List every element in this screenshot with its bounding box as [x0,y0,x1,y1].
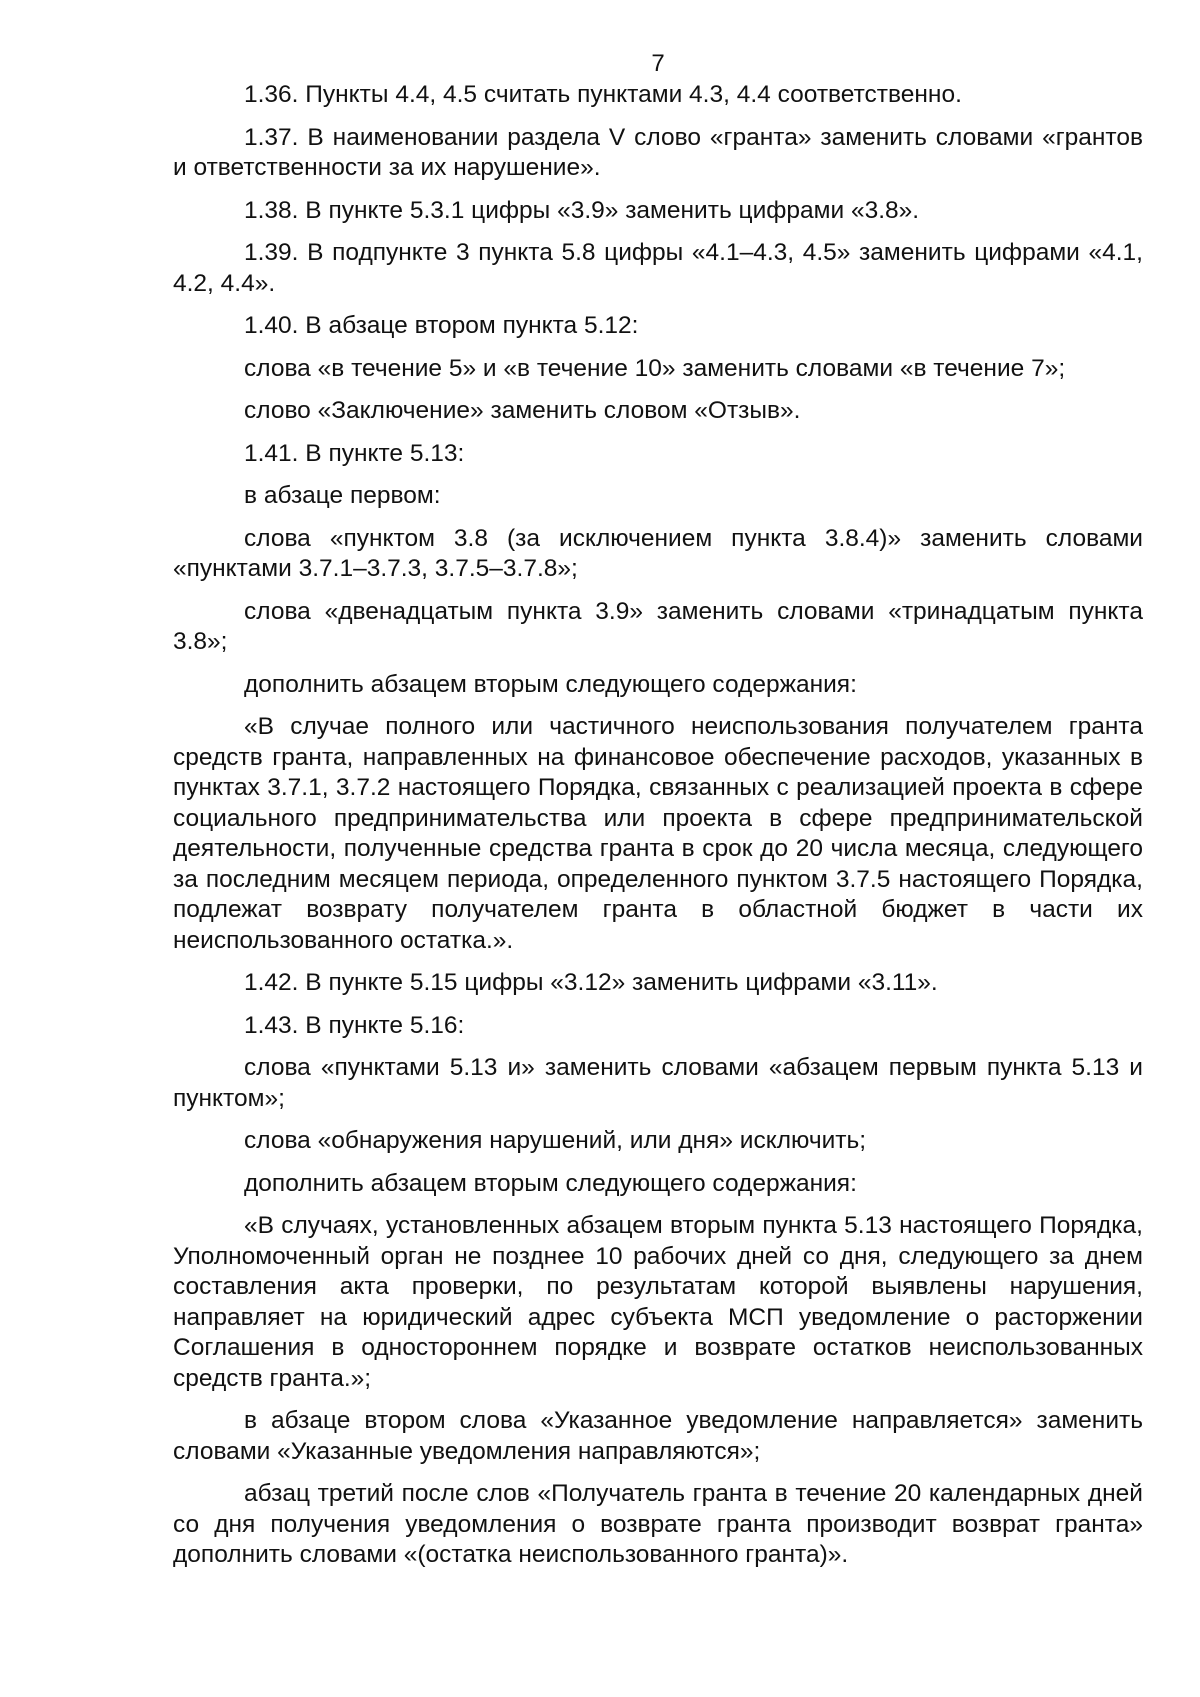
paragraph-1-43-item-5: абзац третий после слов «Получатель гранта в течение 20 календарных дней со дня получения уведомления о возврате гранта производит возврат гранта» дополнить словами «(остатка неиспользованного гранта)». [173,1480,1143,1568]
paragraph-1-43-item-4: в абзаце втором слова «Указанное уведомление направляется» заменить словами «Указанные уведомления направляются»; [173,1407,1143,1465]
paragraph-1-43-item-2: слова «обнаружения нарушений, или дня» исключить; [244,1127,867,1154]
paragraph-1-41-item-3: дополнить абзацем вторым следующего содержания: [244,670,857,698]
document-page [173,50,1143,1583]
paragraph-1-41-item-2: слова «двенадцатым пункта 3.9» заменить словами «тринадцатым пункта 3.8»; [173,597,1143,655]
paragraph-1-36: 1.36. Пункты 4.4, 4.5 считать пунктами 4.3, 4.4 соответственно. [244,81,962,108]
paragraph-1-40: 1.40. В абзаце втором пункта 5.12: [244,312,639,339]
paragraph-1-37: 1.37. В наименовании раздела V слово «гранта» заменить словами «грантов и ответственности за их нарушение». [173,123,1143,181]
paragraph-1-39: 1.39. В подпункте 3 пункта 5.8 цифры «4.1–4.3, 4.5» заменить цифрами «4.1, 4.2, 4.4». [173,239,1143,297]
paragraph-1-42: 1.42. В пункте 5.15 цифры «3.12» заменить цифрами «3.11». [244,969,938,996]
page-number: 7 [651,50,665,77]
paragraph-1-43-item-3: дополнить абзацем вторым следующего содержания: [244,1169,857,1197]
paragraph-1-43: 1.43. В пункте 5.16: [244,1011,465,1039]
paragraph-1-40-item-1: слова «в течение 5» и «в течение 10» заменить словами «в течение 7»; [244,354,1066,382]
paragraph-1-41: 1.41. В пункте 5.13: [244,439,465,467]
paragraph-1-41-quote: «В случае полного или частичного неиспользования получателем гранта средств гранта, направленных на финансовое обеспечение расходов, указанных в пунктах 3.7.1, 3.7.2 настоящего Порядка, связанных с реализацией проекта в сфере социального предпринимательства или проекта в сфере предпринимательской деятельности, полученные средства гранта в срок до 20 числа месяца, следующего за последним месяцем периода, определенного пунктом 3.7.5 настоящего Порядка, подлежат возврату получателем гранта в областной бюджет в части их неиспользованного остатка.». [173,713,1143,954]
paragraph-1-43-item-1: слова «пунктами 5.13 и» заменить словами «абзацем первым пункта 5.13 и пунктом»; [173,1054,1143,1112]
paragraph-1-40-item-2: слово «Заключение» заменить словом «Отзыв». [244,397,801,424]
paragraph-1-41-item-1: слова «пунктом 3.8 (за исключением пункта 3.8.4)» заменить словами «пунктами 3.7.1–3.7.3, 3.7.5–3.7.8»; [173,524,1143,582]
paragraph-1-38: 1.38. В пункте 5.3.1 цифры «3.9» заменить цифрами «3.8». [244,196,920,224]
paragraph-1-43-quote: «В случаях, установленных абзацем вторым пункта 5.13 настоящего Порядка, Уполномоченный орган не позднее 10 рабочих дней со дня, следующего за днем составления акта проверки, по результатам которой выявлены нарушения, направляет на юридический адрес субъекта МСП уведомление о расторжении Соглашения в одностороннем порядке и возврате остатков неиспользованных средств гранта.»; [173,1212,1143,1392]
paragraph-1-41-subheading: в абзаце первом: [244,482,441,509]
